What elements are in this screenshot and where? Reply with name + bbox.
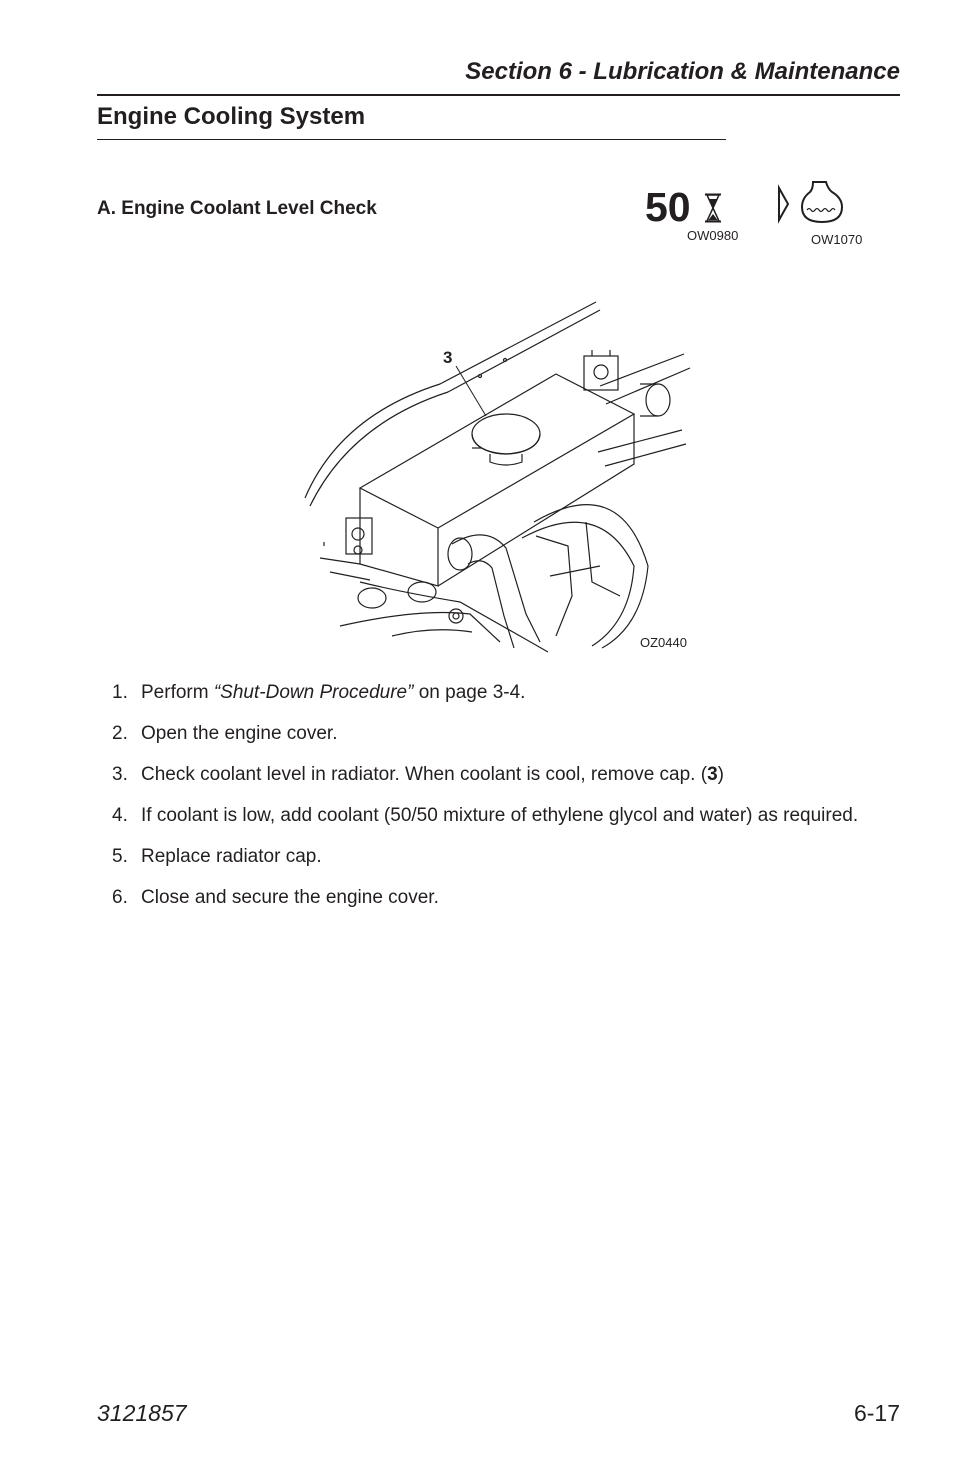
coolant-icon-group (776, 176, 876, 248)
step-text: ) (717, 764, 724, 785)
step-text: on page 3-4. (413, 682, 526, 703)
page-number: 6-17 (853, 1400, 900, 1426)
document-number: 3121857 (97, 1400, 187, 1426)
step-6 (112, 885, 892, 911)
figure-code: OZ0440 (640, 635, 687, 650)
cross-reference-link[interactable]: “Shut-Down Procedure” (213, 682, 414, 703)
step-text: If coolant is low, add coolant (50/50 mixture of ethylene glycol and water) as required. (141, 805, 859, 826)
subsection-heading: A. Engine Coolant Level Check (97, 198, 377, 219)
step-number: 1. (112, 682, 128, 703)
interval-icon-group (645, 182, 745, 244)
icon-code-ow1070: OW1070 (811, 232, 863, 247)
callout-reference: 3 (707, 764, 718, 785)
icon-code-ow0980: OW0980 (687, 228, 739, 243)
interval-hours: 50 (645, 184, 691, 230)
step-2 (112, 721, 892, 747)
coolant-reservoir-icon (776, 176, 846, 228)
page-title: Engine Cooling System (97, 103, 366, 130)
step-text: Check coolant level in radiator. When coolant is cool, remove cap. ( (141, 764, 708, 785)
step-number: 6. (112, 887, 128, 908)
step-text: Perform (141, 682, 214, 703)
step-3 (112, 762, 892, 788)
step-number: 5. (112, 846, 128, 867)
hourglass-icon (704, 193, 722, 223)
header-rule (97, 94, 900, 96)
step-number: 2. (112, 723, 128, 744)
step-1 (112, 680, 892, 706)
radiator-illustration (300, 296, 700, 656)
callout-3: 3 (443, 348, 453, 367)
step-number: 4. (112, 805, 128, 826)
step-text: Replace radiator cap. (141, 846, 322, 867)
step-5 (112, 844, 892, 870)
step-text: Close and secure the engine cover. (141, 887, 439, 908)
radiator-figure (300, 296, 700, 656)
procedure-steps (112, 680, 892, 926)
title-rule (97, 139, 726, 140)
step-4 (112, 803, 892, 829)
section-header: Section 6 - Lubrication & Maintenance (465, 58, 900, 85)
step-text: Open the engine cover. (141, 723, 338, 744)
step-number: 3. (112, 764, 128, 785)
